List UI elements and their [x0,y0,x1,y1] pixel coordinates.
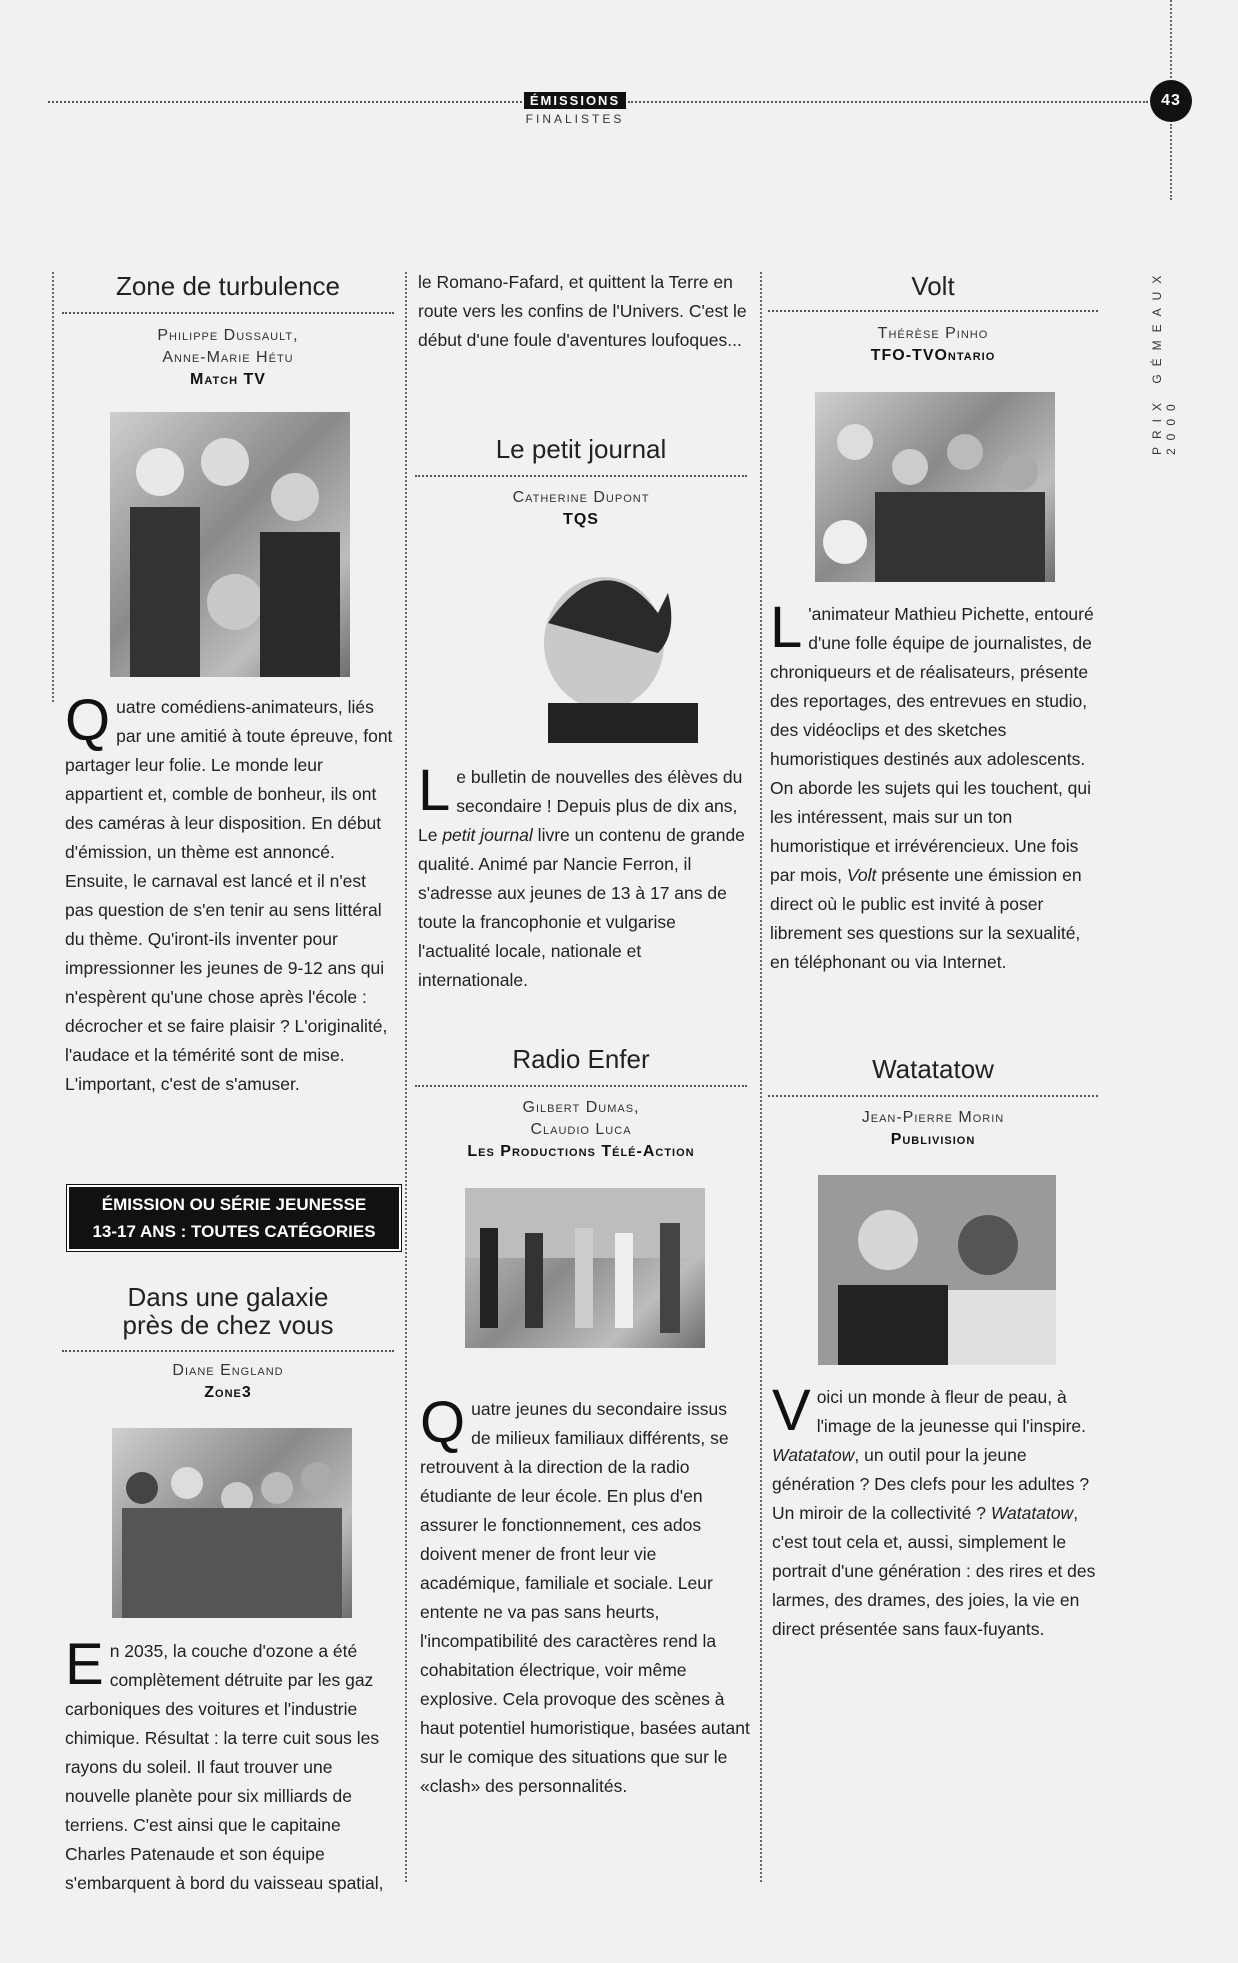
description-title-italic: petit journal [442,825,533,845]
title-rule [768,1095,1098,1097]
network-name: Zone3 [204,1384,252,1401]
cast-photo-icon [815,392,1055,582]
portrait-photo-icon [508,553,700,743]
credit-name: Thérèse Pinho [877,325,989,342]
header-rule-right [628,101,1148,103]
column-divider-left [52,272,54,702]
network-name: Match TV [190,371,266,388]
credit-name: Jean-Pierre Morin [861,1109,1005,1126]
section-tag [524,92,626,126]
category-heading [67,1185,401,1251]
entry-title: Zone de turbulence [115,271,341,301]
photo-watatatow [818,1175,1056,1365]
credit-name: Diane England [172,1362,284,1379]
title-rule [768,310,1098,312]
entry-description-continued: le Romano-Fafard, et quittent la Terre en route vers les confins de l'Univers. C'est le début d'une foule d'aventures loufoques... [418,272,747,350]
cast-photo-icon [112,1428,352,1618]
entry-title-line-2: près de chez vous [122,1310,334,1340]
section-subtitle: FINALISTES [525,112,625,126]
network-name: Les Productions Télé-Action [467,1143,695,1160]
description-title-italic: Watatatow [772,1445,855,1465]
category-line-1: ÉMISSION OU SÉRIE JEUNESSE [101,1195,367,1214]
description-text-a: e bulletin de nouvelles des élèves du secondaire ! Depuis plus de dix ans, Le [418,767,743,845]
credit-name: Philippe Dussault, [157,327,299,344]
entry-description [65,1632,395,1898]
entry-credits [415,487,747,531]
entry-credits [62,325,394,391]
description-text-b: présente une émission en direct où le public est invité à poser librement ses questions sur la sexualité, en téléphonant ou via Internet. [770,865,1082,972]
entry-credits [62,1360,394,1404]
drop-cap: E [65,1632,104,1697]
page-number: 43 [1150,80,1192,122]
entry-description [65,688,393,1099]
section-title: ÉMISSIONS [524,92,626,109]
side-label: PRIX GÉMEAUX 2000 [1150,267,1178,455]
cast-photo-icon [110,412,350,677]
entry-credits [415,1097,747,1163]
credit-name: Gilbert Dumas, [522,1099,640,1116]
entry-title: Radio Enfer [512,1044,650,1074]
photo-volt [815,392,1055,582]
network-name: Publivision [890,1131,976,1148]
entry-title [62,1283,394,1339]
entry-credits [768,323,1098,367]
drop-cap: Q [420,1390,466,1455]
cast-photo-icon [818,1175,1056,1365]
entry-credits [768,1107,1098,1151]
entry-title: Watatatow [872,1054,994,1084]
entry-title-line-1: Dans une galaxie [127,1282,329,1312]
description-title-italic: Watatatow [990,1503,1074,1523]
column-divider-1 [405,272,407,1882]
entry-description [772,1378,1100,1644]
entry-description [770,595,1100,977]
drop-cap: L [418,758,451,823]
header-rule-left [48,101,522,103]
network-name: TFO-TVOntario [870,347,996,364]
description-title-italic: Volt [846,865,877,885]
title-rule [415,1085,747,1087]
entry-title: Le petit journal [495,434,667,464]
photo-zone-de-turbulence [110,412,350,677]
photo-le-petit-journal [508,553,700,743]
side-rule-top [1170,0,1172,78]
title-rule [415,475,747,477]
side-rule-mid [1170,124,1172,200]
description-text: n 2035, la couche d'ozone a été complètement détruite par les gaz carboniques des voitures et l'industrie chimique. Résultat : la terre cuit sous les rayons du soleil. Il faut trouver une nouvelle planète pour six milliards de terriens. C'est ainsi que le capitaine Charles Patenaude et son équipe s'embarquent à bord du vaisseau spatial, [65,1641,384,1893]
entry-description [418,758,748,995]
description-text-c: , c'est tout cela et, aussi, simplement le portrait d'une génération : des rires et des larmes, des drames, des joies, la vie en direct présentée sans faux-fuyants. [772,1503,1096,1639]
description-text-a: 'animateur Mathieu Pichette, entouré d'une folle équipe de journalistes, de chroniqueurs et de réalisateurs, présente des reportages, des entrevues en studio, des vidéoclips et des sketches humoristiques destinés aux adolescents. On aborde les sujets qui les touchent, qui les intéressent, mais sur un ton humoristique et irrévérencieux. Une fois par mois, [770,604,1094,885]
photo-dans-une-galaxie [112,1428,352,1618]
credit-name: Catherine Dupont [512,489,650,506]
network-name: TQS [563,511,599,528]
credit-name: Claudio Luca [530,1121,632,1138]
drop-cap: V [772,1378,811,1443]
column-divider-2 [760,272,762,1882]
entry-title: Volt [911,271,955,301]
entry-description [420,1390,750,1801]
cast-photo-icon [465,1188,705,1348]
description-text-b: , un outil pour la jeune génération ? Des clefs pour les adultes ? Un miroir de la collectivité ? [772,1445,1090,1523]
description-text: uatre comédiens-animateurs, liés par une amitié à toute épreuve, font partager leur folie. Le monde leur appartient et, comble de bonheur, ils ont des caméras à leur disposition. En début d'émission, un thème est annoncé. Ensuite, le carnaval est lancé et il n'est pas question de s'en tenir au sens littéral du thème. Qu'iront-ils inventer pour impressionner les jeunes de 9-12 ans qui n'espèrent qu'une chose après l'école : décrocher et se faire plaisir ? L'originalité, l'audace et la témérité sont de mise. L'important, c'est de s'amuser. [65,697,393,1094]
description-text-a: oici un monde à fleur de peau, à l'image de la jeunesse qui l'inspire. [816,1387,1087,1436]
description-text: uatre jeunes du secondaire issus de milieux familiaux différents, se retrouvent à la direction de la radio étudiante de leur école. En plus d'en assurer le fonctionnement, ces ados doivent mener de front leur vie académique, familiale et sociale. Leur entente ne va pas sans heurts, l'incompatibilité des caractères rend la cohabitation électrique, voir même explosive. Cela provoque des scènes à haut potentiel humoristique, basées autant sur le comique des situations que sur le «clash» des personnalités. [420,1399,750,1796]
drop-cap: Q [65,688,111,753]
title-rule [62,1350,394,1352]
credit-name: Anne-Marie Hétu [162,349,294,366]
description-text-b: livre un contenu de grande qualité. Animé par Nancie Ferron, il s'adresse aux jeunes de 13 à 17 ans de toute la francophonie et vulgarise l'actualité locale, nationale et internationale. [418,825,745,990]
drop-cap: L [770,595,803,660]
title-rule [62,312,394,314]
photo-radio-enfer [465,1188,705,1348]
category-line-2: 13-17 ANS : TOUTES CATÉGORIES [92,1222,376,1241]
